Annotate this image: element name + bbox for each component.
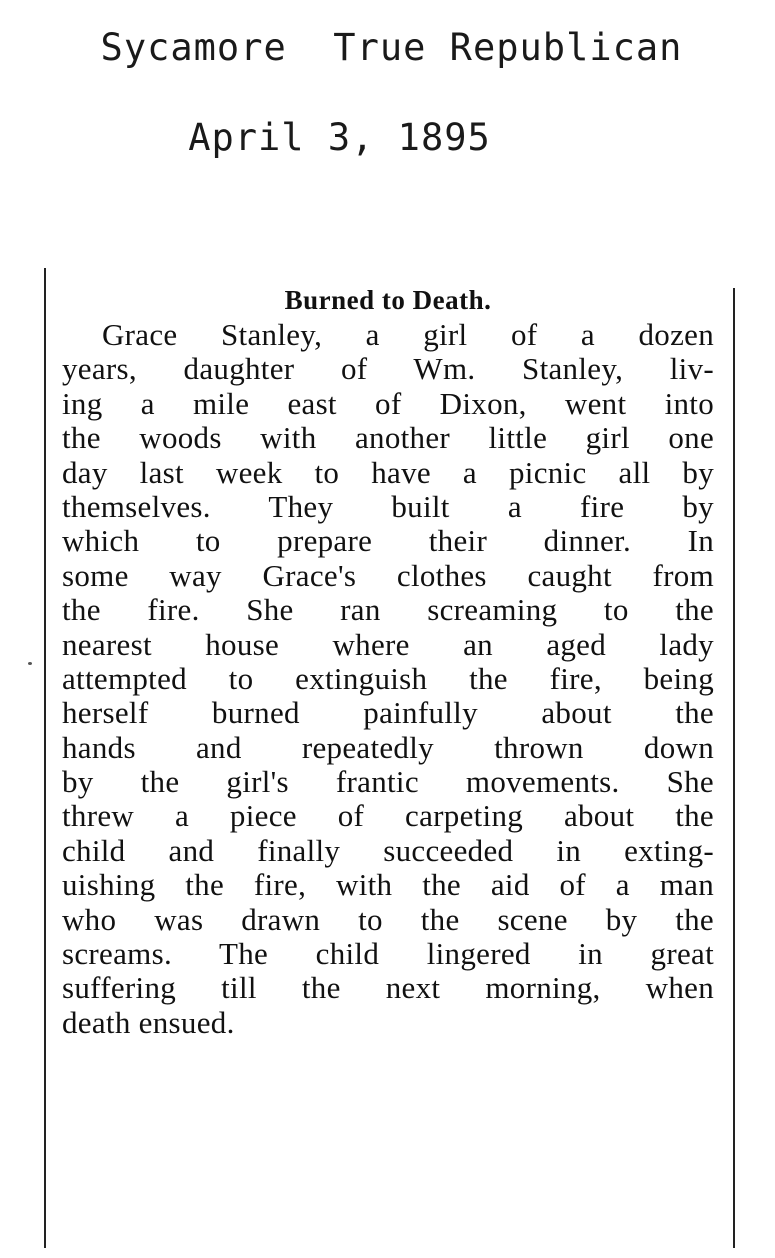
article-line: some way Grace's clothes caught from	[62, 557, 714, 593]
article-headline: Burned to Death.	[284, 285, 492, 315]
column-rule-left	[44, 268, 46, 1248]
article-line: the woods with another little girl one	[62, 420, 714, 456]
publication-date: April 3, 1895	[188, 116, 491, 159]
column-rule-right	[733, 288, 735, 1248]
article-line: ing a mile east of Dixon, went into	[62, 385, 714, 421]
article-line: herself burned painfully about the	[62, 695, 714, 731]
article-line: who was drawn to the scene by the	[62, 901, 714, 937]
article-line: attempted to extinguish the fire, being	[62, 660, 714, 696]
article-line: Grace Stanley, a girl of a dozen	[102, 317, 714, 352]
article-line: years, daughter of Wm. Stanley, liv-	[62, 351, 714, 387]
article-line: threw a piece of carpeting about the	[62, 798, 714, 834]
article-line: day last week to have a picnic all by	[62, 454, 714, 490]
article-line: suffering till the next morning, when	[62, 970, 714, 1006]
article-line: nearest house where an aged lady	[62, 626, 714, 662]
article-clipping	[62, 282, 714, 1040]
article-line: uishing the fire, with the aid of a man	[62, 867, 714, 903]
article-line: the fire. She ran screaming to the	[62, 592, 714, 628]
print-speck	[28, 662, 32, 665]
article-line: child and finally succeeded in exting-	[62, 832, 714, 868]
article-line: screams. The child lingered in great	[62, 936, 714, 972]
publication-name: Sycamore True Republican	[100, 26, 683, 69]
article-line: hands and repeatedly thrown down	[62, 729, 714, 765]
article-line: death ensued.	[62, 1004, 235, 1040]
article-line: themselves. They built a fire by	[62, 488, 714, 524]
article-line: by the girl's frantic movements. She	[62, 764, 714, 800]
article-line: which to prepare their dinner. In	[62, 523, 714, 559]
